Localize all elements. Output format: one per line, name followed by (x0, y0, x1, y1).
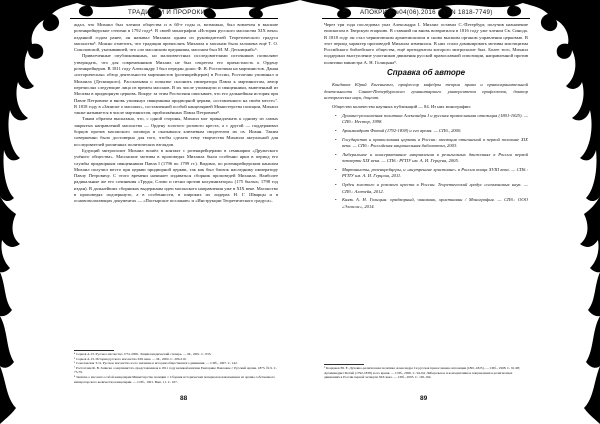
footnote: ⁹ Кондаков Ю. Е. Духовно-религиозная политика Александра I и русская православная оппозиция (1801-1825). — СПб., 1998. С. 91-98; Архимандрит Фотий (1792-1838) и его время. — СПб., 2000. С. 94-94; Либеральное и консервативное направления в религиозных движениях в России первой четверти XIX века. — СПб., 2005. С. 165-194. (324, 366, 520, 380)
publication-list (324, 113, 528, 210)
footnotes (74, 352, 278, 384)
list-item: • Архимандрит Фотий (1792-1838) и его время. — СПб., 2000. (342, 128, 528, 134)
list-item: • Князь А. Н. Голицын: придворный, чиновник, христианин / Монография. — СПб.: ООО «Элексис», 2014. (342, 197, 528, 210)
footnote: ⁶ Соколовская Т. О. Русское масонство и его значение в истории общественного движения. — СПб., 1907. С. 142. (74, 361, 238, 366)
footnote: ⁷ Ростопчин Ф. В. Записка о мартинистах, представленная в 1811 году великой княгине Екатерине Павловне // Русский Архив. 1875. № 9. С. 75-79. (74, 365, 277, 375)
list-item: • Государство и православная церковь в России: эволюция отношений в первой половине XIX века. — СПб.: Российская национальная библиотека, 2003. (342, 137, 528, 150)
page-number: 89 (420, 395, 428, 402)
footnote-rule (324, 364, 364, 365)
list-item: • Духовно-религиозная политика Александра I и русская православная оппозиция (1801-1825). — СПб.: Нестор, 1998. (342, 113, 528, 126)
footnote: ⁴ Серков А. И. Русское масонство 1731-2000. Энциклопедический словарь. — М., 2001. С. 933. (74, 352, 212, 356)
body-text (324, 22, 528, 213)
running-header: ТРАДИЦИИ И ПРОРОКИ (128, 9, 206, 16)
section-title: Справка об авторе (386, 68, 466, 78)
paragraph: Таким образом высказано, что, с одной стороны, Михаил мог принадлежать к одному из самых закрытых направлений масонства — Ордену золотого розового креста, а с другой — поддерживал борцов против масонского заговора и оказывался ключевым свидетелем их св. Иоанн. Таким совершенно было достоверно для того, чтобы сделать тему творчества Михаила актуальной для исследователей различных политических взглядов. (74, 116, 278, 147)
author-bio: Кондаков Юрий Евгеньевич, профессор кафедры теории права и правоохранительной деятельности Санкт-Петербургского гуманитарного университета профсоюзов, доктор исторических наук, доцент. (324, 82, 528, 100)
page-number: 88 (180, 395, 188, 402)
list-item: • Либеральное и консервативное направления в религиозных движениях в России первой четверти XIX века. — СПб.: РГПУ им. А. И. Герцена, 2005. (342, 152, 528, 165)
body-text (74, 22, 278, 205)
right-page (300, 0, 600, 424)
footnote: ⁸ Записка о масонах особой канцелярии Министерства полиции // Сборник исторических материалов извлеченных из архива собственного императорского величества канцелярии. — СПб., 1901. Вып. 11. С. 167. (74, 374, 275, 384)
footnote: ⁵ Серков А. И. История русского масонства XIX века. — М., 2000. С. 209-210. (74, 356, 187, 361)
paragraph: Привлеченные опубликованных, но малоизвестных исследователями источников позволяют утверждать, что для современников Михаил не был секретом его причастность к Ордену розенкрейцеров. В 1811 году Александру I был передан донос Ф. В. Ростопчина на мартинистов. Даная «историческая» обзор деятельности мартинистов (розенкрейцеров) в России, Ростопчин упоминал и Михаила (Десницкого). Рассказывая о попытке склонить императора Павла к мартинистам, автор перечислял следующие лица из времен масонов. В их числе упомянули и священники, вывезенный из Москвы в придворную церковь. Вокруг за этим Ростопчин описывает, что его дальнейшая история при Павле Петровиче и вновь упомянул священника придворной церкви, «оставленного на своём месте»⁷. В 1818 году в «Записке о масонах», составленной особой канцелярией Министерства полиции, Михаил также называется в числе мартинистов, приближённых Павла Петровича⁸. (74, 53, 278, 116)
header-rule (322, 18, 530, 19)
running-header: АПОКРИФ№04(06).2016 (ISSN 1818-7749) (360, 9, 493, 16)
paragraph: Будущий митрополит Михаил вошёл в контакт с розенкрейцерами в семинарии «Дружеского учёного общества». Масонские мотивы в проповедях Михаила были особенно ярки в период его службы придворным священником Павла I (1796 по 1799 гг.). Видимо, по розенкрейцерским каналам Михаил получил место при церкви придворной церкви, так как был близок наследнику императору Павлу Петровичу. С этого времени начинает издаваться сборник проповедей Михаила. Наиболее радикальные же его сочинения «Труды, Слово и песни против колумнизатора» (175 былых; 1798 год издан). В дальнейших сборниках выдержаны идеи масонского направления уже в XIX веке. Масонство в проповедях подчеркнуто, а в особенности, в широких их лидерах Н. Г. Шварцы и в основополагающих документах — «Пастырское послание» и «Инструкции Теоретического градуса». (74, 147, 278, 204)
works-intro: Общество количество научных публикаций — 84. Из них монографии: (332, 104, 471, 110)
list-item: • Мартинисты, розенкрейцеры, и «внутренние христиане» в России конца XVIII века. — СПб.: РГПУ им. А. И. Герцена, 2011. (342, 167, 528, 180)
footnotes (324, 366, 528, 380)
list-item: • Орден золотого и розового креста в России. Теоретический градус соломоновых наук. — СПб.: Алетейя, 2012. (342, 182, 528, 195)
paragraph: ждал, что Михаил был членом общества и в 60-е годы и, возможно, был вовлечен в высшие розенкрейцерские степени в 1792 году⁴. В своей монографии «История русского масонства XIX века» изданной годом ранее, он называл Михаила одним из руководителей Теоретического градуса масонства⁵. Можно отметить, что традиция причислять Михаила к масонам была заложена ещё Т. О. Соколовской, указывавшей, что «по масонским преданиям, масоном был М. М. Десницкий»⁶. (74, 22, 278, 53)
paragraph: Через три года последовал указ Александра I. Михаил оставил С.-Петербург, получив назначение епископом в Тверскую епархию. В ставший он вновь возвратился в 1816 году уже членом Св. Синода. В 1818 году он стал черниговским архиепископом и снова высшим органом управления церковью. В этот период характер проповедей Михаила изменился. В них стали доминировать мотивы мистицизма Российского библейского общества, ещё президентом которого митрополит был. Более того, Михаил поддержал выступление участников движения русской православной оппозиции, направленной против политики министра А. Н. Голицына⁹. (324, 22, 528, 65)
header-rule (70, 18, 278, 19)
footnote-rule (74, 350, 114, 351)
